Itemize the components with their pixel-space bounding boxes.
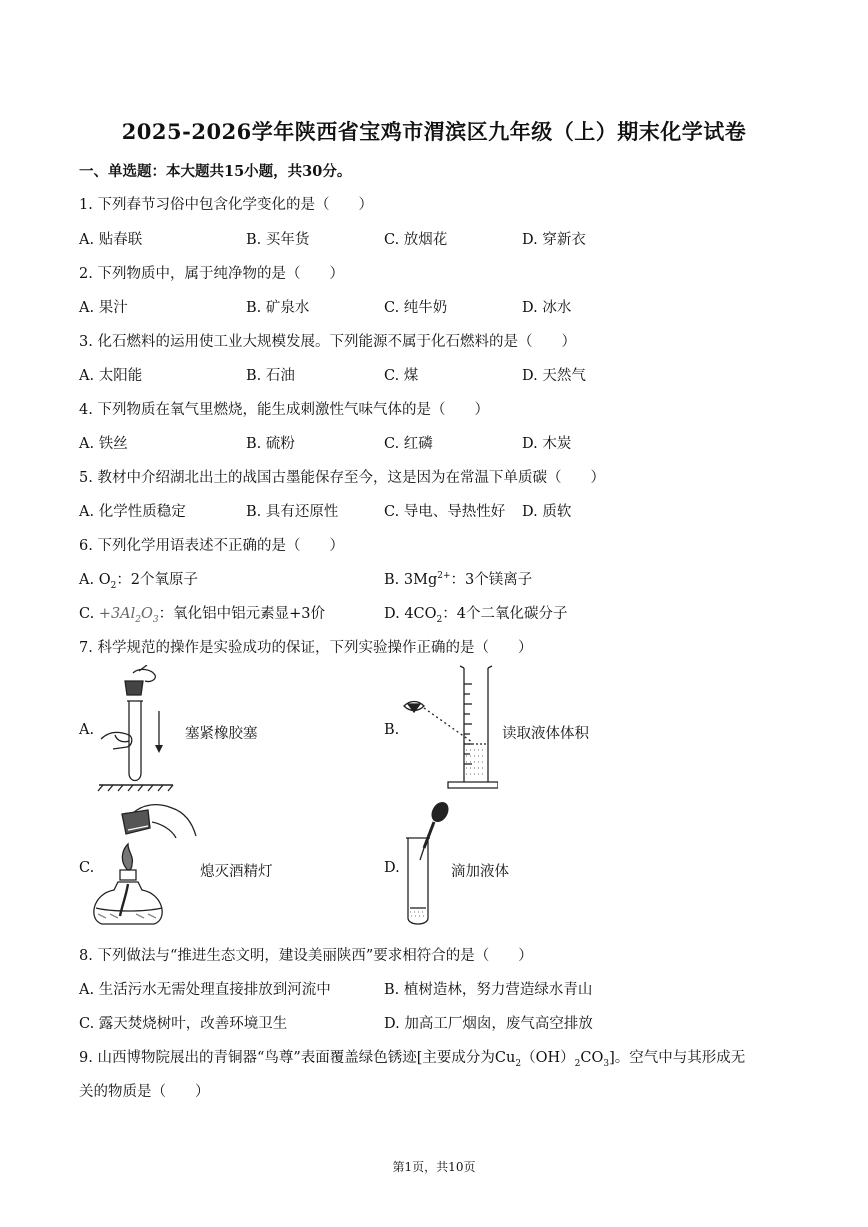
q1-option-d: D. 穿新衣 bbox=[522, 232, 586, 248]
q6-a-pre: A. O bbox=[79, 572, 111, 588]
q9-l1-sub: 2 bbox=[515, 1058, 522, 1069]
q6-c-post: ：氧化铝中铝元素显+3价 bbox=[158, 606, 326, 622]
q6-a-post: ：2个氧原子 bbox=[116, 572, 199, 588]
question-6-stem: 6. 下列化学用语表述不正确的是（ ） bbox=[79, 538, 344, 554]
q6-a-sub: 2 bbox=[110, 580, 117, 591]
q5-option-b: B. 具有还原性 bbox=[246, 504, 339, 520]
q7-d-label: 滴加液体 bbox=[451, 864, 509, 880]
q9-l1-post: CO bbox=[580, 1050, 604, 1066]
q8-option-b: B. 植树造林，努力营造绿水青山 bbox=[384, 982, 593, 998]
q2-option-c: C. 纯牛奶 bbox=[384, 300, 448, 316]
q3-option-d: D. 天然气 bbox=[522, 368, 586, 384]
q1-option-b: B. 买年货 bbox=[246, 232, 310, 248]
q6-option-c bbox=[79, 602, 325, 625]
question-5-stem: 5. 教材中介绍湖北出土的战国古墨能保存至今，这是因为在常温下单质碳（ ） bbox=[79, 470, 605, 486]
q6-c-sub2: 3 bbox=[152, 614, 159, 625]
question-1-stem: 1. 下列春节习俗中包含化学变化的是（ ） bbox=[79, 197, 373, 213]
question-7-stem: 7. 科学规范的操作是实验成功的保证，下列实验操作正确的是（ ） bbox=[79, 640, 533, 656]
q9-l1-mid: （OH） bbox=[521, 1050, 575, 1066]
q4-option-b: B. 硫粉 bbox=[246, 436, 295, 452]
question-8-stem: 8. 下列做法与“推进生态文明，建设美丽陕西”要求相符合的是（ ） bbox=[79, 948, 533, 964]
q7-c-label: 熄灭酒精灯 bbox=[200, 864, 273, 880]
q7-a-label: 塞紧橡胶塞 bbox=[185, 726, 258, 742]
q3-option-c: C. 煤 bbox=[384, 368, 419, 384]
q1-option-c: C. 放烟花 bbox=[384, 232, 448, 248]
q7-b-letter: B. bbox=[384, 722, 400, 738]
q9-l1-sub3: 3 bbox=[603, 1058, 610, 1069]
q6-c-sub: 2 bbox=[135, 614, 142, 625]
q6-c-formula: +3Al bbox=[98, 606, 136, 622]
q2-option-d: D. 冰水 bbox=[522, 300, 572, 316]
q5-option-d: D. 质软 bbox=[522, 504, 572, 520]
question-9-line1 bbox=[79, 1046, 745, 1069]
q7-b-label: 读取液体体积 bbox=[502, 726, 589, 742]
q8-option-c: C. 露天焚烧树叶，改善环境卫生 bbox=[79, 1016, 288, 1032]
question-4-stem: 4. 下列物质在氧气里燃烧，能生成刺激性气味气体的是（ ） bbox=[79, 402, 489, 418]
q7-c-letter: C. bbox=[79, 860, 95, 876]
stopper-insertion-illustration bbox=[95, 665, 175, 793]
q4-option-d: D. 木炭 bbox=[522, 436, 572, 452]
q6-d-sub: 2 bbox=[436, 614, 443, 625]
q6-b-sup: 2+ bbox=[437, 571, 451, 582]
q4-option-a: A. 铁丝 bbox=[79, 436, 128, 452]
question-3-stem: 3. 化石燃料的运用使工业大规模发展。下列能源不属于化石燃料的是（ ） bbox=[79, 334, 576, 350]
question-9-line2: 关的物质是（ ） bbox=[79, 1084, 210, 1100]
q5-option-c: C. 导电、导热性好 bbox=[384, 504, 506, 520]
q6-option-d bbox=[384, 602, 568, 625]
q7-a-letter: A. bbox=[79, 722, 95, 738]
q6-d-post: ：4个二氧化碳分子 bbox=[442, 606, 568, 622]
graduated-cylinder-illustration bbox=[398, 664, 498, 794]
q2-option-a: A. 果汁 bbox=[79, 300, 128, 316]
q3-option-a: A. 太阳能 bbox=[79, 368, 143, 384]
q6-c-pre: C. bbox=[79, 606, 99, 622]
q7-d-letter: D. bbox=[384, 860, 400, 876]
dropper-test-tube-illustration bbox=[400, 800, 450, 928]
q8-option-a: A. 生活污水无需处理直接排放到河流中 bbox=[79, 982, 331, 998]
q6-b-pre: B. 3Mg bbox=[384, 572, 438, 588]
q6-c-o: O bbox=[141, 606, 153, 622]
page-footer: 第1页，共10页 bbox=[392, 1160, 476, 1174]
q3-option-b: B. 石油 bbox=[246, 368, 295, 384]
section-heading: 一、单选题：本大题共15小题，共30分。 bbox=[79, 163, 352, 180]
q9-l1-pre: 9. 山西博物院展出的青铜器“鸟尊”表面覆盖绿色锈迹[主要成分为Cu bbox=[79, 1050, 516, 1066]
question-2-stem: 2. 下列物质中，属于纯净物的是（ ） bbox=[79, 266, 344, 282]
q9-l1-sub2: 2 bbox=[574, 1058, 581, 1069]
q9-l1-end: ]。空气中与其形成无 bbox=[609, 1050, 746, 1066]
q4-option-c: C. 红磷 bbox=[384, 436, 433, 452]
q6-option-a bbox=[79, 568, 198, 591]
q6-b-post: ：3个镁离子 bbox=[450, 572, 533, 588]
alcohol-lamp-illustration bbox=[92, 800, 200, 928]
page-title: 2025-2026学年陕西省宝鸡市渭滨区九年级（上）期末化学试卷 bbox=[121, 119, 747, 144]
q2-option-b: B. 矿泉水 bbox=[246, 300, 310, 316]
q8-option-d: D. 加高工厂烟囱，废气高空排放 bbox=[384, 1016, 593, 1032]
q5-option-a: A. 化学性质稳定 bbox=[79, 504, 186, 520]
q1-option-a: A. 贴春联 bbox=[79, 232, 143, 248]
q6-d-pre: D. 4CO bbox=[384, 606, 437, 622]
q6-option-b bbox=[384, 568, 532, 589]
